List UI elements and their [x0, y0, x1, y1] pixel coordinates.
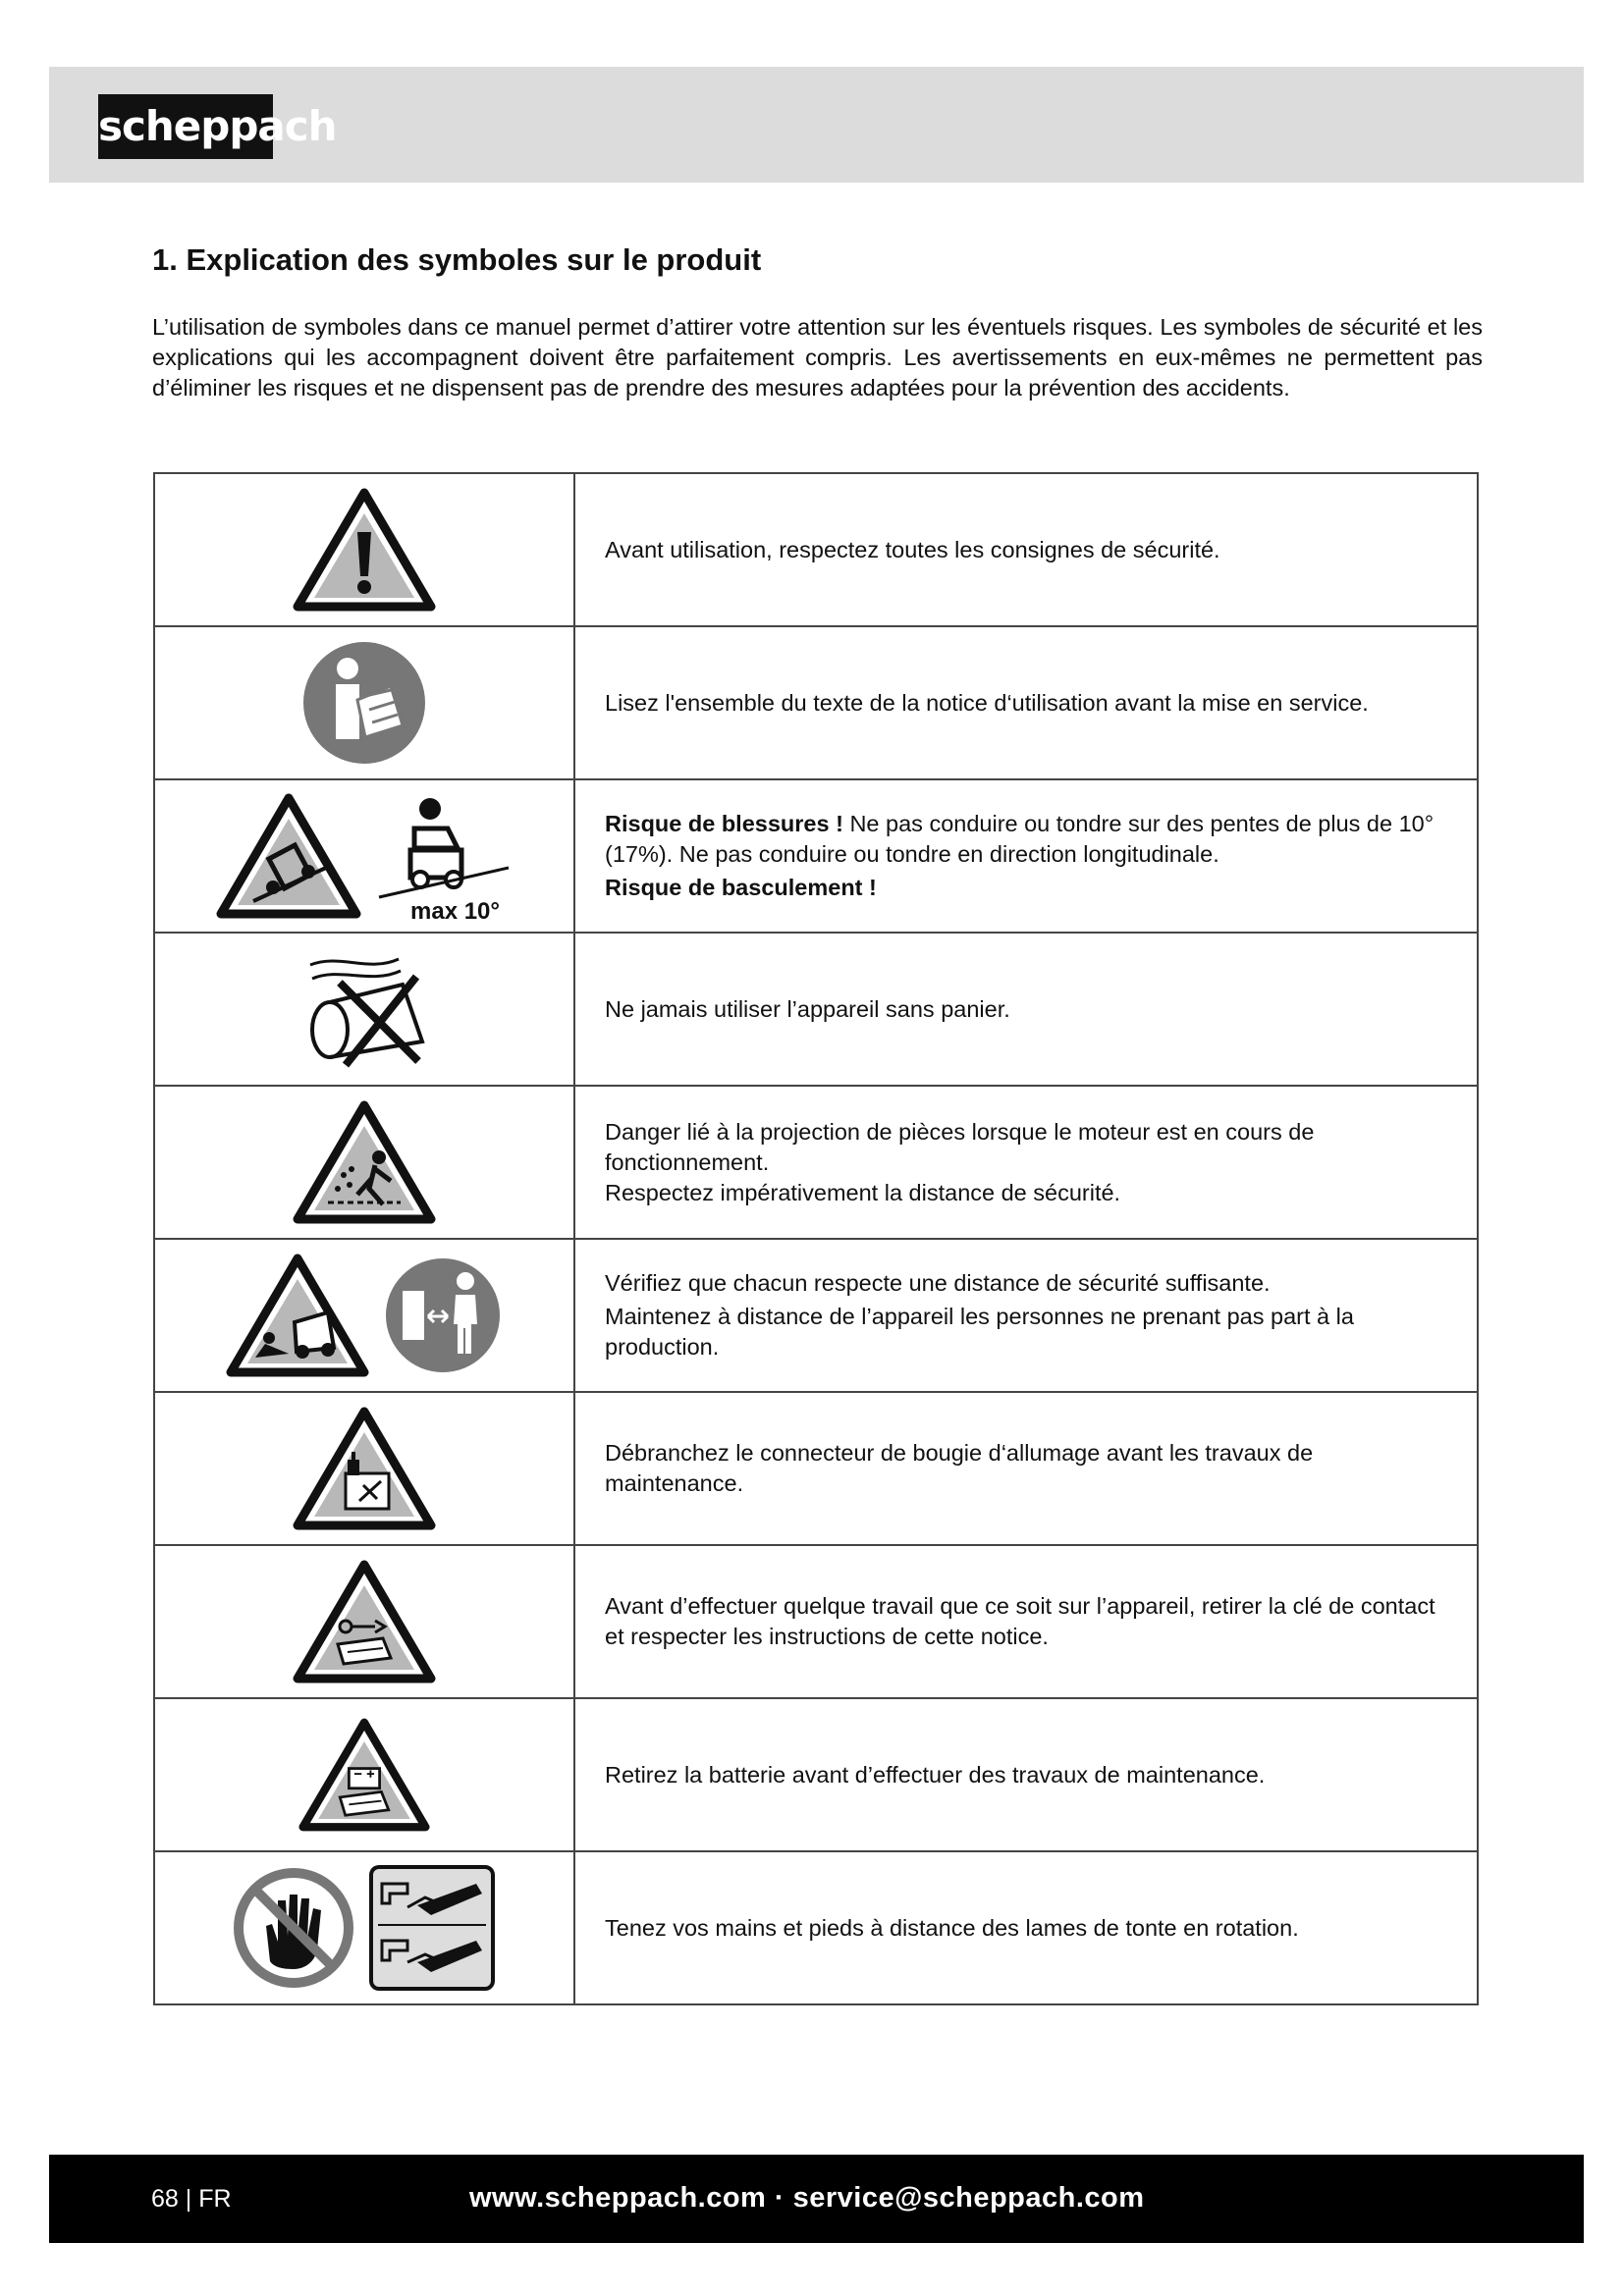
footer-contact: www.scheppach.com · service@scheppach.com — [469, 2182, 1145, 2214]
text-cell — [574, 1239, 1478, 1392]
icon-cell — [154, 1239, 574, 1392]
page-number: 68 | FR — [151, 2185, 232, 2213]
injury-warning-label: Risque de blessures ! — [605, 811, 843, 836]
table-row — [154, 1392, 1478, 1545]
text-cell — [574, 933, 1478, 1086]
section-title: 1. Explication des symboles sur le produit — [152, 242, 762, 277]
logo-text: scheppach — [98, 102, 337, 150]
symbol-description: Maintenez à distance de l’appareil les personnes ne prenant pas part à la production. — [605, 1304, 1354, 1360]
table-row — [154, 1086, 1478, 1239]
icon-cell — [154, 1851, 574, 2004]
bystander-warning-icon — [226, 1254, 369, 1377]
exclamation-warning-icon — [293, 488, 436, 612]
icon-cell — [154, 933, 574, 1086]
symbol-description: Retirez la batterie avant d’effectuer des travaux de maintenance. — [605, 1761, 1266, 1788]
icon-cell — [154, 1086, 574, 1239]
tipping-warning-icon — [216, 793, 361, 919]
table-row — [154, 1851, 1478, 2004]
table-row — [154, 1239, 1478, 1392]
text-cell — [574, 1086, 1478, 1239]
icon-cell — [154, 1392, 574, 1545]
symbols-table — [153, 472, 1479, 2005]
icon-cell — [154, 473, 574, 626]
no-basket-icon — [300, 945, 428, 1073]
spark-plug-warning-icon — [293, 1407, 436, 1530]
symbol-description: Avant d’effectuer quelque travail que ce soit sur l’appareil, retirer la clé de contact et respecter les instructions de cette notice. — [605, 1593, 1435, 1649]
icon-cell — [154, 779, 574, 933]
read-manual-icon — [300, 639, 428, 767]
projectile-warning-icon — [293, 1100, 436, 1224]
table-row — [154, 933, 1478, 1086]
text-cell — [574, 1392, 1478, 1545]
hand-prohibition-icon — [233, 1867, 354, 1989]
table-row — [154, 1698, 1478, 1851]
slope-max-10-icon — [375, 787, 513, 925]
footer-bar — [49, 2155, 1584, 2243]
table-row — [154, 626, 1478, 779]
table-row — [154, 779, 1478, 933]
keep-distance-icon — [383, 1255, 503, 1375]
scheppach-logo — [98, 94, 337, 159]
text-cell — [574, 779, 1478, 933]
icon-cell — [154, 1545, 574, 1698]
symbol-description: Avant utilisation, respectez toutes les consignes de sécurité. — [605, 536, 1220, 562]
battery-warning-icon — [298, 1718, 430, 1832]
text-cell — [574, 1698, 1478, 1851]
symbol-description: Respectez impérativement la distance de sécurité. — [605, 1179, 1121, 1205]
icon-cell — [154, 1698, 574, 1851]
remove-key-warning-icon — [293, 1560, 436, 1683]
table-row — [154, 473, 1478, 626]
tipping-warning-label: Risque de basculement ! — [605, 875, 877, 900]
blade-hands-icon — [368, 1864, 496, 1992]
symbol-description: Vérifiez que chacun respecte une distance de sécurité suffisante. — [605, 1270, 1271, 1296]
symbol-description: Débranchez le connecteur de bougie d‘allumage avant les travaux de maintenance. — [605, 1440, 1314, 1496]
symbol-description: Ne jamais utiliser l’appareil sans panier. — [605, 995, 1010, 1022]
slope-label: max 10° — [410, 898, 500, 925]
table-row — [154, 1545, 1478, 1698]
intro-paragraph: L’utilisation de symboles dans ce manuel permet d’attirer votre attention sur les éventuels risques. Les symboles de sécurité et les explications qui les accompagnent doivent être parfaitement compris. Les avertissements en eux-mêmes ne permettent pas d’éliminer les risques et ne dispensent pas de prendre des mesures adaptées pour la prévention des accidents. — [152, 314, 1483, 400]
text-cell — [574, 1545, 1478, 1698]
text-cell — [574, 626, 1478, 779]
symbol-description — [605, 809, 1447, 870]
symbol-description: Danger lié à la projection de pièces lorsque le moteur est en cours de fonctionnement. — [605, 1118, 1315, 1175]
symbol-description: Lisez l'ensemble du texte de la notice d‘utilisation avant la mise en service. — [605, 689, 1369, 716]
slope-instruction: Ne pas conduire ou tondre sur des pentes de plus de 10° (17%). Ne pas conduire ou tondre en direction longitudinale. — [605, 811, 1435, 867]
text-cell — [574, 1851, 1478, 2004]
icon-cell — [154, 626, 574, 779]
symbol-description: Tenez vos mains et pieds à distance des lames de tonte en rotation. — [605, 1914, 1299, 1941]
header-bar — [49, 67, 1584, 183]
text-cell — [574, 473, 1478, 626]
